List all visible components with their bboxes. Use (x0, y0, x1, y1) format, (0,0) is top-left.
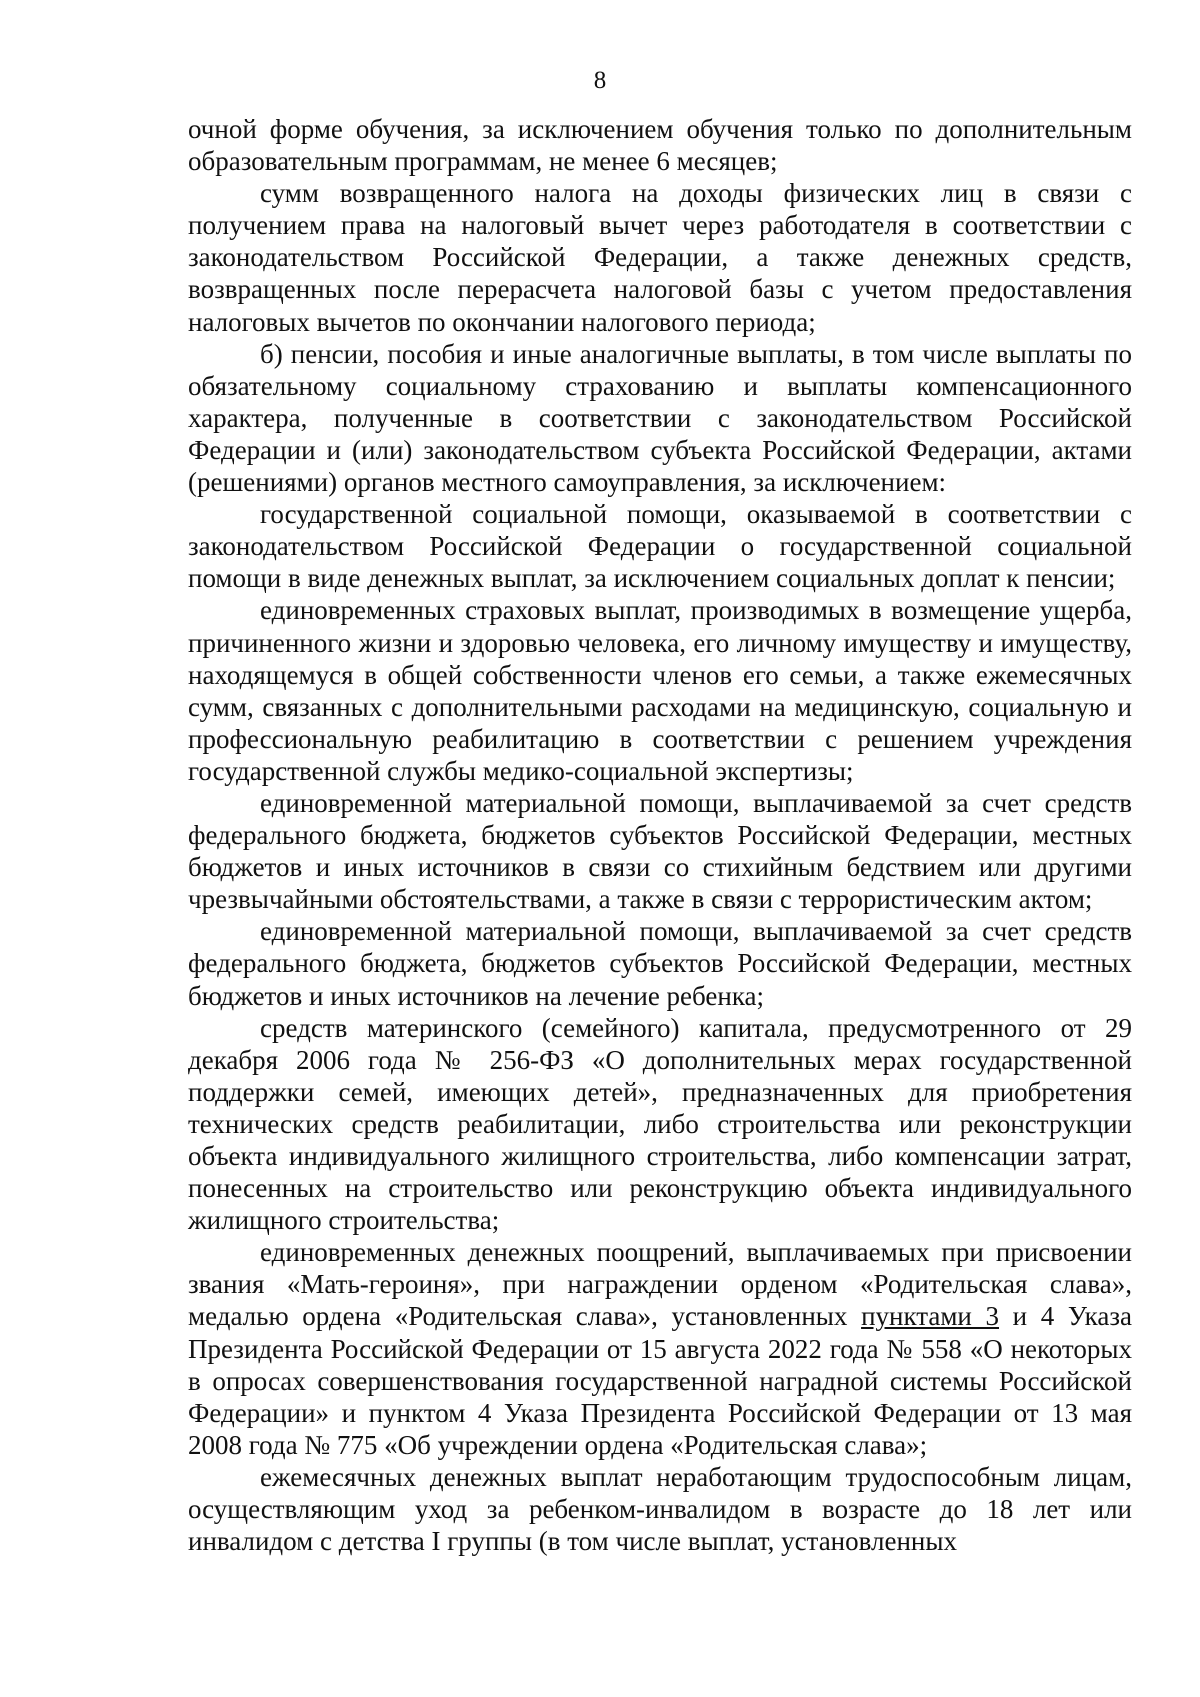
paragraph-insurance-payments: единовременных страховых выплат, производимых в возмещение ущерба, причиненного жизни и здоровью человека, его личному имуществу и имуществу, находящемуся в общей собственности членов его семьи, а также ежемесячных сумм, связанных с дополнительными расходами на медицинскую, социальную и профессиональную реабилитацию в соответствии с решением учреждения государственной службы медико-социальной экспертизы; (188, 595, 1132, 786)
paragraph-education: очной форме обучения, за исключением обучения только по дополнительным образовательным программам, не менее 6 месяцев; (188, 114, 1132, 177)
award-text-after: и 4 Указа Президента Российской Федерации от 15 августа 2022 года № 558 «О некоторых в опросах совершенствования государственной наградной системы Российской Федерации» и пунктом 4 Указа Президента Российской Федерации от 13 мая 2008 года № 775 «Об учреждении ордена «Родительская слава»; (188, 1301, 1132, 1460)
document-body (188, 113, 1132, 1557)
paragraph-child-treatment-aid: единовременной материальной помощи, выплачиваемой за счет средств федерального бюджета, бюджетов субъектов Российской Федерации, местных бюджетов и иных источников на лечение ребенка; (188, 916, 1132, 1011)
award-reference-link[interactable]: пунктами 3 (861, 1301, 1000, 1332)
paragraph-award-payments (188, 1236, 1132, 1461)
paragraph-maternity-capital: средств материнского (семейного) капитала, предусмотренного от 29 декабря 2006 года № 256-ФЗ «О дополнительных мерах государственной поддержки семей, имеющих детей», предназначенных для приобретения технических средств реабилитации, либо строительства или реконструкции объекта индивидуального жилищного строительства, либо компенсации затрат, понесенных на строительство или реконструкцию объекта индивидуального жилищного строительства; (188, 1012, 1132, 1236)
paragraph-tax-refund: сумм возвращенного налога на доходы физических лиц в связи с получением права на налоговый вычет через работодателя в соответствии с законодательством Российской Федерации, а также денежных средств, возвращенных после перерасчета налоговой базы с учетом предоставления налоговых вычетов по окончании налогового периода; (188, 178, 1132, 337)
page-number: 8 (593, 67, 607, 94)
paragraph-pensions: б) пенсии, пособия и иные аналогичные выплаты, в том числе выплаты по обязательному социальному страхованию и выплаты компенсационного характера, полученные в соответствии с законодательством Российской Федерации и (или) законодательством субъекта Российской Федерации, актами (решениями) органов местного самоуправления, за исключением: (188, 338, 1132, 498)
paragraph-social-aid: государственной социальной помощи, оказываемой в соответствии с законодательством Российской Федерации о государственной социальной помощи в виде денежных выплат, за исключением социальных доплат к пенсии; (188, 499, 1132, 594)
paragraph-disaster-aid: единовременной материальной помощи, выплачиваемой за счет средств федерального бюджета, бюджетов субъектов Российской Федерации, местных бюджетов и иных источников в связи со стихийным бедствием или другими чрезвычайными обстоятельствами, а также в связи с террористическим актом; (188, 787, 1132, 915)
paragraph-caregiver-payments: ежемесячных денежных выплат неработающим трудоспособным лицам, осуществляющим уход за ребенком-инвалидом в возрасте до 18 лет или инвалидом с детства I группы (в том числе выплат, установленных (188, 1461, 1132, 1557)
award-text-before: единовременных денежных поощрений, выплачиваемых при присвоении звания «Мать-героиня», при награждении орденом «Родительская слава», медалью ордена «Родительская слава», установленных (188, 1237, 1132, 1332)
